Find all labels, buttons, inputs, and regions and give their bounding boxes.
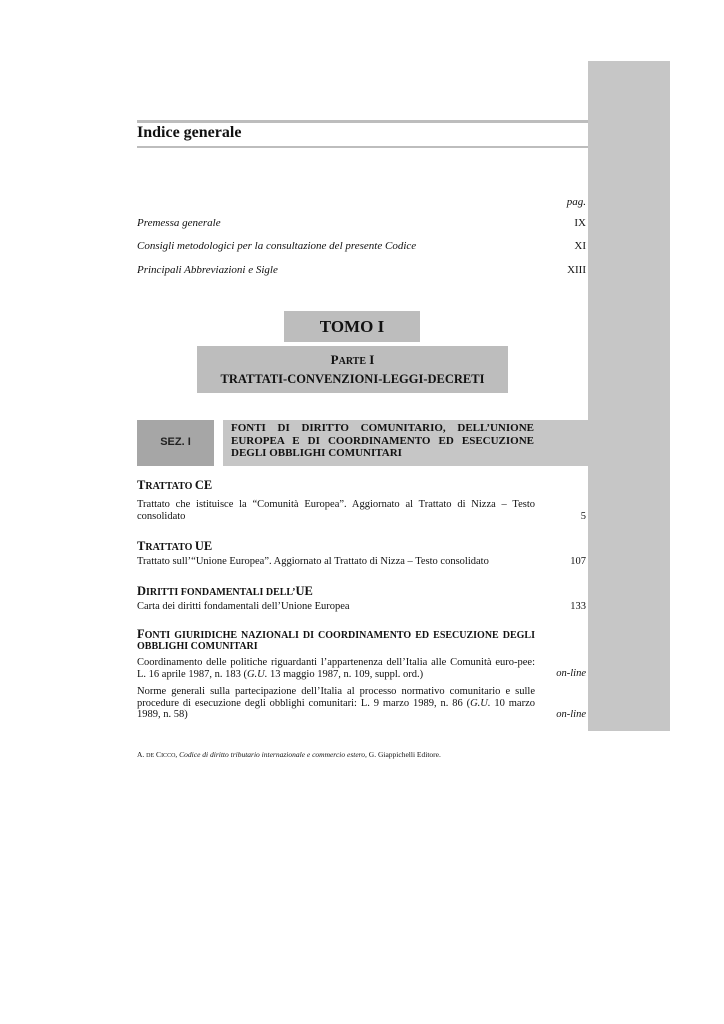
section-heading-trattato-ce: TRATTATO CE xyxy=(137,478,213,492)
toc-entry: Trattato sull’“Unione Europea”. Aggiornato al Trattato di Nizza – Testo consolidato xyxy=(137,556,489,567)
section-heading-fonti-nazionali: FONTI GIURIDICHE NAZIONALI DI COORDINAMENTO ED ESECUZIONE DEGLI OBBLIGHI COMUNITARI xyxy=(137,627,535,652)
sezione-description: FONTI DI DIRITTO COMUNITARIO, DELL’UNIONE EUROPEA E DI COORDINAMENTO ED ESECUZIONE DEGLI OBBLIGHI COMUNITARI xyxy=(231,422,534,459)
header-rule-bottom xyxy=(137,146,588,148)
parte-label: PARTE I xyxy=(330,352,375,367)
parte-title: TRATTATI-CONVENZIONI-LEGGI-DECRETI xyxy=(220,372,485,386)
toc-entry-page: 5 xyxy=(580,511,586,522)
front-matter-row xyxy=(137,217,586,229)
toc-entry: Trattato che istituisce la “Comunità Europea”. Aggiornato al Trattato di Nizza – Testo consolidato xyxy=(137,499,535,522)
front-matter-page: XIII xyxy=(567,264,586,276)
front-matter-label: Principali Abbreviazioni e Sigle xyxy=(137,264,278,276)
section-heading-diritti-fondamentali: DIRITTI FONDAMENTALI DELL’UE xyxy=(137,584,313,598)
toc-entry-page: 107 xyxy=(570,556,586,567)
margin-gray-band xyxy=(588,61,670,731)
front-matter-row xyxy=(137,240,586,252)
toc-entry: Carta dei diritti fondamentali dell’Unione Europea xyxy=(137,601,350,612)
pag-label: pag. xyxy=(566,196,586,208)
parte-heading xyxy=(197,346,508,393)
sezione-label: SEZ. I xyxy=(137,420,214,466)
front-matter-row xyxy=(137,264,586,276)
page-title: Indice generale xyxy=(137,124,242,141)
section-heading-trattato-ue: TRATTATO UE xyxy=(137,539,213,553)
toc-entry-page: on-line xyxy=(556,668,586,679)
sezione-description-box xyxy=(223,420,620,466)
front-matter-page: XI xyxy=(574,240,586,252)
front-matter-label: Premessa generale xyxy=(137,217,221,229)
tomo-heading: TOMO I xyxy=(284,311,420,342)
toc-entry-page: on-line xyxy=(556,709,586,720)
front-matter-label: Consigli metodologici per la consultazione del presente Codice xyxy=(137,240,417,252)
toc-entry: Coordinamento delle politiche riguardanti l’appartenenza dell’Italia alle Comunità euro-pee: L. 16 aprile 1987, n. 183 (G.U. 13 maggio 1987, n. 109, suppl. ord.) xyxy=(137,657,535,680)
toc-entry-page: 133 xyxy=(570,601,586,612)
toc-entry: Norme generali sulla partecipazione dell’Italia al processo normativo comunitario e sulle procedure di esecuzione degli obblighi comunitari: L. 9 marzo 1989, n. 86 (G.U. 10 marzo 1989, n. 58) xyxy=(137,686,535,720)
front-matter-page: IX xyxy=(574,217,586,229)
page-footer: A. DE CICCO, Codice di diritto tributario internazionale e commercio estero, G. Giappichelli Editore. xyxy=(137,750,441,759)
header-rule-top xyxy=(137,120,588,123)
